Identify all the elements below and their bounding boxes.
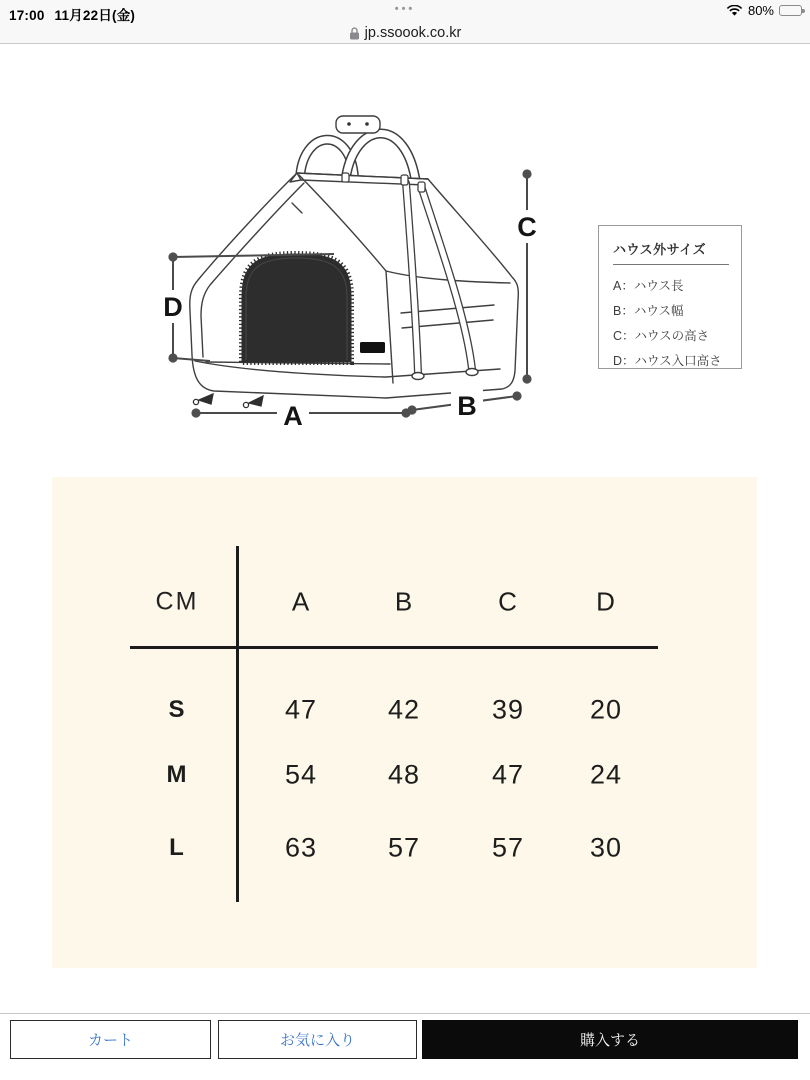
table-col-a: A: [291, 586, 311, 617]
table-horizontal-divider: [130, 646, 658, 649]
mesh-door: [242, 254, 351, 362]
row-s-c: 39: [491, 694, 525, 725]
dim-label-a: A: [283, 401, 303, 431]
row-l-d: 30: [589, 832, 623, 863]
table-col-d: D: [596, 586, 616, 617]
legend-title: ハウス外サイズ: [613, 239, 729, 265]
row-m-c: 47: [491, 759, 525, 790]
size-legend-box: [598, 225, 742, 369]
address-bar[interactable]: [0, 23, 810, 43]
url-text: jp.ssoook.co.kr: [364, 25, 462, 41]
bottom-action-bar: [0, 1013, 810, 1080]
row-l-b: 57: [387, 832, 421, 863]
legend-item-a: A：ハウス長: [613, 279, 684, 293]
dim-label-b: B: [457, 391, 477, 421]
wifi-icon: [726, 5, 743, 17]
legend-item-b: B：ハウス幅: [613, 304, 684, 318]
brand-tag: [360, 342, 385, 353]
browser-chrome: [0, 0, 810, 44]
row-l-label: L: [169, 834, 185, 861]
row-m-label: M: [166, 761, 188, 788]
purchase-button[interactable]: 購入する: [422, 1020, 798, 1059]
favorite-button[interactable]: お気に入り: [218, 1020, 417, 1059]
table-col-c: C: [498, 586, 518, 617]
legend-item-c: C：ハウスの高さ: [613, 329, 710, 343]
row-m-b: 48: [387, 759, 421, 790]
dim-label-d: D: [163, 292, 183, 322]
row-l-a: 63: [284, 832, 318, 863]
legend-item-d: D：ハウス入口高さ: [613, 354, 722, 368]
battery-icon: [779, 5, 802, 17]
row-s-a: 47: [284, 694, 318, 725]
multitask-dots-icon: •••: [394, 3, 416, 15]
table-col-b: B: [394, 586, 414, 617]
size-table-panel: [52, 477, 757, 968]
status-datetime: [9, 4, 145, 24]
status-date: 11月22日(金): [54, 8, 136, 23]
cart-button[interactable]: カート: [10, 1020, 211, 1059]
status-time: 17:00: [9, 8, 45, 23]
leash-clips-icon: [193, 394, 263, 408]
table-unit-header: CM: [155, 587, 199, 616]
row-m-d: 24: [589, 759, 623, 790]
row-s-label: S: [168, 696, 186, 723]
product-diagram: [150, 85, 570, 450]
row-s-b: 42: [387, 694, 421, 725]
table-vertical-divider: [236, 546, 239, 902]
lock-icon: [349, 27, 360, 40]
dim-label-c: C: [517, 212, 537, 242]
row-s-d: 20: [589, 694, 623, 725]
row-m-a: 54: [284, 759, 318, 790]
carry-handles-icon: [300, 116, 416, 183]
battery-percent: 80%: [747, 3, 774, 18]
row-l-c: 57: [491, 832, 525, 863]
pet-house-drawing: [150, 85, 570, 450]
